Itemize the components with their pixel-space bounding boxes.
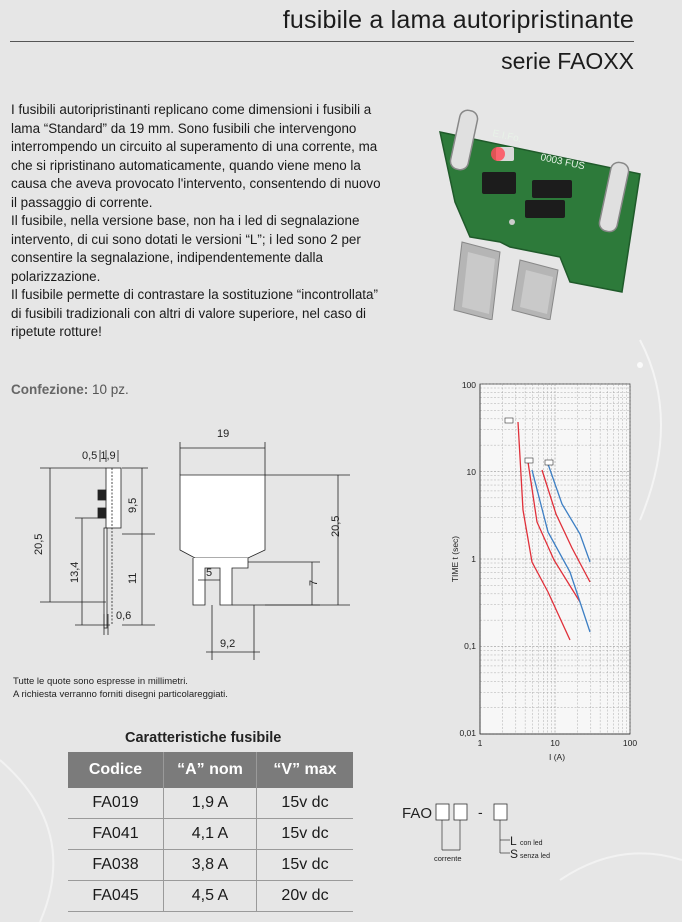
table-cell: 15v dc: [257, 788, 354, 819]
x-tick-label: 10: [550, 738, 560, 748]
table-title: Caratteristiche fusibile: [125, 730, 282, 746]
current-label: corrente: [434, 854, 462, 863]
table-cell: 3,8 A: [164, 850, 257, 881]
y-tick-label: 100: [461, 380, 476, 390]
column-header: “V” max: [257, 752, 354, 788]
board-label: 0003 FUS: [539, 152, 586, 173]
x-tick-label: 100: [622, 738, 638, 748]
dim-front-leg: 7: [308, 579, 320, 586]
time-current-graph: [430, 372, 645, 767]
dim-front-slot: 5: [206, 567, 213, 579]
table-cell: 4,5 A: [164, 881, 257, 912]
table-row: [68, 819, 353, 850]
packing-value: 10 pz.: [92, 382, 129, 397]
y-axis-label: TIME t (sec): [450, 535, 460, 583]
table-cell: FA019: [68, 788, 164, 819]
dimension-drawing: [20, 420, 365, 660]
table-cell: 15v dc: [257, 819, 354, 850]
table-row: [68, 788, 353, 819]
dim-side-upper: 9,5: [127, 497, 139, 513]
dim-side-thickness: 0,6: [116, 610, 132, 622]
description-paragraph: Il fusibile permette di contrastare la sostituzione “incontrollata” di fusibili tradizionali con altri di valore superiore, nel caso di ripetute rotture!: [11, 287, 378, 339]
curve-marker: [545, 460, 553, 465]
ordering-code-scheme: [400, 795, 560, 870]
y-tick-label: 0,1: [464, 641, 476, 651]
note-line: A richiesta verranno forniti disegni particolareggiati.: [13, 689, 228, 700]
option-l-desc: con led: [520, 840, 543, 847]
dim-side-top: 0,5 1,9: [82, 450, 116, 462]
packing-label: Confezione:: [11, 382, 89, 397]
table-row: [68, 881, 353, 912]
dim-front-pitch: 9,2: [220, 638, 236, 650]
table-cell: FA038: [68, 850, 164, 881]
code-dash: -: [478, 804, 483, 820]
drawing-notes: [13, 675, 228, 701]
product-description: [11, 101, 383, 342]
column-header: Codice: [68, 752, 164, 788]
table-row: [68, 850, 353, 881]
code-box: [454, 804, 467, 820]
table-cell: 20v dc: [257, 881, 354, 912]
characteristics-table: [68, 752, 353, 912]
code-box: [436, 804, 449, 820]
series-subtitle: serie FAOXX: [501, 48, 634, 74]
y-tick-label: 10: [466, 467, 476, 477]
board-label: E.I.Fo.: [491, 128, 523, 146]
code-prefix: FAO: [402, 805, 433, 822]
table-cell: 1,9 A: [164, 788, 257, 819]
table-cell: 4,1 A: [164, 819, 257, 850]
table-cell: 15v dc: [257, 850, 354, 881]
curve-marker: [525, 458, 533, 463]
x-axis-label: I (A): [548, 752, 566, 762]
description-paragraph: Il fusibile, nella versione base, non ha i led di segnalazione intervento, di cui sono dotati le versioni “L”; i led sono 2 per consentire la segnalazione, indipendentemente dalla polarizzazione.: [11, 213, 361, 284]
y-tick-label: 0,01: [459, 728, 476, 738]
title-divider: [10, 41, 634, 42]
option-s-desc: senza led: [520, 853, 550, 860]
code-box: [494, 804, 507, 820]
note-line: Tutte le quote sono espresse in millimetri.: [13, 676, 188, 687]
curve-marker: [505, 418, 513, 423]
dim-side-body: 13,4: [69, 561, 81, 583]
y-tick-label: 1: [471, 554, 476, 564]
dim-front-height: 20,5: [330, 515, 342, 537]
dim-side-total: 20,5: [33, 533, 45, 555]
table-header-row: [68, 752, 353, 788]
table-cell: FA041: [68, 819, 164, 850]
x-tick-label: 1: [477, 738, 483, 748]
option-s: S: [510, 847, 519, 861]
dim-side-lower: 11: [127, 572, 139, 584]
description-paragraph: I fusibili autoripristinanti replicano come dimensioni i fusibili a lama “Standard” da 19 mm. Sono fusibili che intervengono interrompendo un circuito al superamento di una corrente, ma che si ripristinano automaticamente, quando viene meno la causa che aveva provocato l'intervento, consentendo di nuovo il passaggio di corrente.: [11, 102, 381, 210]
column-header: “A” nom: [164, 752, 257, 788]
packing-info: [11, 382, 129, 397]
product-photo: [400, 92, 646, 320]
table-cell: FA045: [68, 881, 164, 912]
page-title: fusibile a lama autoripristinante: [282, 6, 634, 34]
option-l: L: [510, 834, 517, 848]
dim-front-width: 19: [217, 428, 230, 440]
